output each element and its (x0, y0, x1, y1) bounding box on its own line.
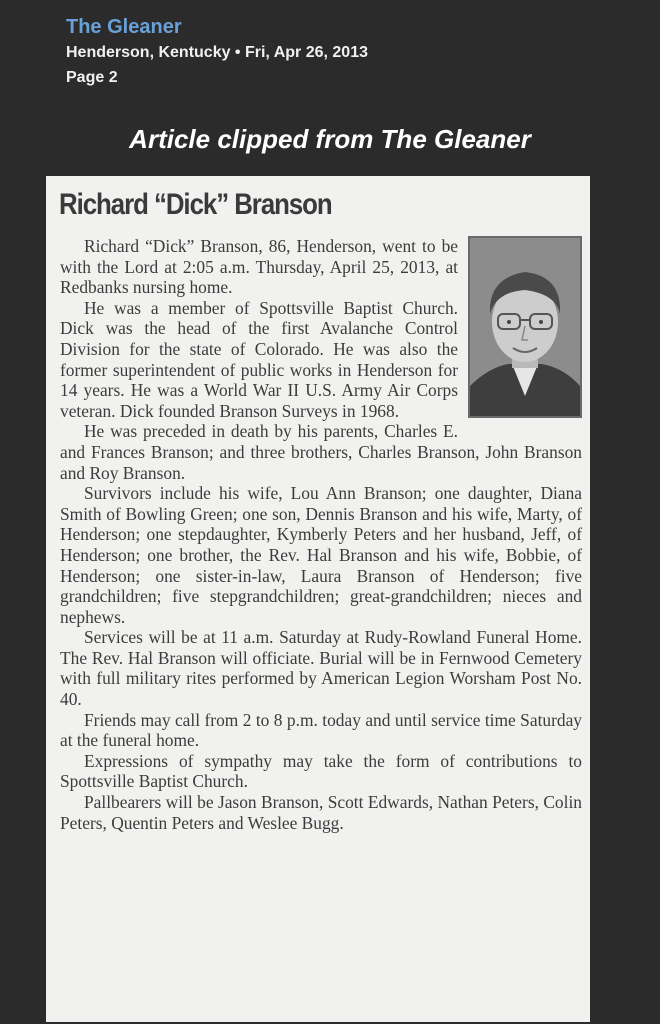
newspaper-clipping (46, 176, 590, 1022)
article-headline: Richard “Dick” Branson (59, 188, 332, 221)
clip-label: Article clipped from The Gleaner (129, 124, 531, 154)
article-body (60, 236, 582, 833)
article-paragraph: He was a member of Spottsville Baptist Church. Dick was the head of the first Avalanche Control Division for the state of Colorado. He was also the former superintendent of public works in Henderson for 14 years. He was a World War II U.S. Army Air Corps veteran. Dick founded Branson Surveys in 1968. (60, 297, 458, 421)
publication-dateline: Henderson, Kentucky • Fri, Apr 26, 2013 (66, 44, 368, 61)
page-number: Page 2 (66, 69, 118, 86)
article-paragraph: Pallbearers will be Jason Branson, Scott Edwards, Nathan Peters, Colin Peters, Quentin Peters and Weslee Bugg. (60, 792, 582, 833)
portrait-photo (468, 236, 582, 418)
article-paragraph: Survivors include his wife, Lou Ann Branson; one daughter, Diana Smith of Bowling Green; one son, Dennis Branson and his wife, Marty, of Henderson; one stepdaughter, Kymberly Peters and her husband, Jeff, of Henderson; one brother, the Rev. Hal Branson and his wife, Bobbie, of Henderson; one sister-in-law, Laura Branson of Henderson; five grandchildren; five stepgrandchildren; great-grandchildren; nieces and nephews. (60, 483, 582, 627)
article-paragraph: He was preceded in death by his parents, Charles E. and Frances Branson; and three brothers, Charles Branson, John Branson and Roy Branson. (60, 421, 582, 483)
publication-header (66, 14, 368, 90)
publication-title-link[interactable]: The Gleaner (66, 16, 182, 38)
article-paragraph: Services will be at 11 a.m. Saturday at Rudy-Rowland Funeral Home. The Rev. Hal Branson will officiate. Burial will be in Fernwood Cemetery with full military rites performed by American Legion Worsham Post No. 40. (60, 627, 582, 710)
article-paragraph: Friends may call from 2 to 8 p.m. today and until service time Saturday at the funeral home. (60, 709, 582, 751)
article-paragraph: Richard “Dick” Branson, 86, Henderson, went to be with the Lord at 2:05 a.m. Thursday, April 25, 2013, at Redbanks nursing home. (60, 236, 458, 298)
article-paragraph: Expressions of sympathy may take the form of contributions to Spottsville Baptist Church. (60, 750, 582, 792)
